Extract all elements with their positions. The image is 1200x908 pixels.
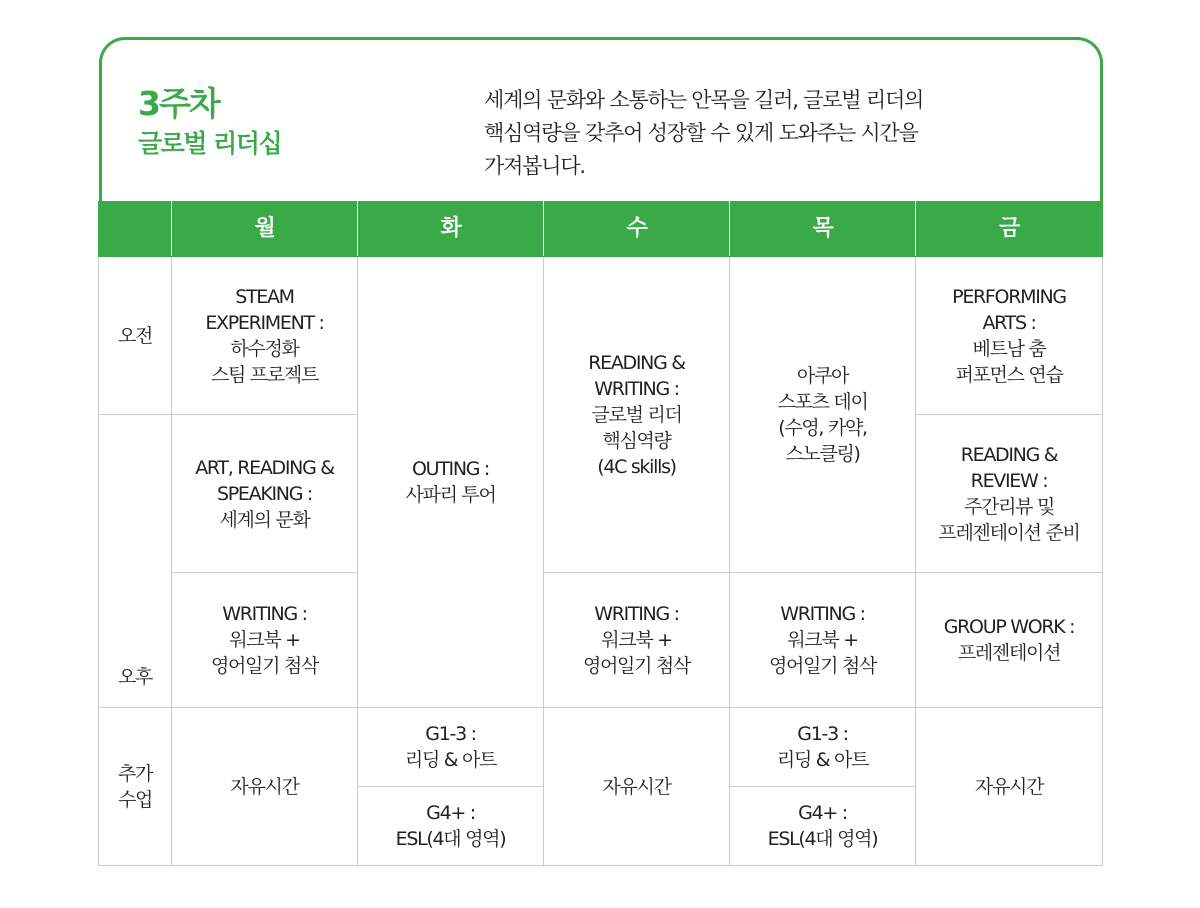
day-header-tue: 화	[358, 202, 544, 257]
cell-thu-aqua-sports: 아쿠아 스포츠 데이 (수영, 카약, 스노클링)	[730, 257, 916, 573]
day-header-row	[99, 202, 1103, 257]
cell-mon-pm1: ART, READING & SPEAKING : 세계의 문화	[172, 415, 358, 573]
table-row	[99, 708, 1103, 787]
cell-wed-reading-writing: READING & WRITING : 글로벌 리더 핵심역량 (4C skills)	[544, 257, 730, 573]
schedule-table	[98, 201, 1103, 866]
cell-wed-pm2: WRITING : 워크북 + 영어일기 첨삭	[544, 573, 730, 708]
period-label-pm: 오후	[99, 415, 172, 708]
day-header-thu: 목	[730, 202, 916, 257]
day-header-fri: 금	[916, 202, 1103, 257]
period-label-am: 오전	[99, 257, 172, 415]
table-row	[99, 257, 1103, 415]
table-row	[99, 573, 1103, 708]
cell-fri-am: PERFORMING ARTS : 베트남 춤 퍼포먼스 연습	[916, 257, 1103, 415]
cell-tue-outing: OUTING : 사파리 투어	[358, 257, 544, 708]
cell-wed-extra: 자유시간	[544, 708, 730, 866]
week-description: 세계의 문화와 소통하는 안목을 길러, 글로벌 리더의 핵심역량을 갖추어 성장할 수 있게 도와주는 시간을 가져봅니다.	[484, 88, 924, 178]
period-label-extra: 추가 수업	[99, 708, 172, 866]
day-header-mon: 월	[172, 202, 358, 257]
cell-thu-extra-1: G1-3 : 리딩 & 아트	[730, 708, 916, 787]
cell-mon-am: STEAM EXPERIMENT : 하수정화 스팀 프로젝트	[172, 257, 358, 415]
cell-fri-pm2: GROUP WORK : 프레젠테이션	[916, 573, 1103, 708]
cell-fri-extra: 자유시간	[916, 708, 1103, 866]
cell-mon-extra: 자유시간	[172, 708, 358, 866]
cell-thu-extra-2: G4+ : ESL(4대 영역)	[730, 787, 916, 866]
day-header-wed: 수	[544, 202, 730, 257]
cell-fri-pm1: READING & REVIEW : 주간리뷰 및 프레젠테이션 준비	[916, 415, 1103, 573]
cell-mon-pm2: WRITING : 워크북 + 영어일기 첨삭	[172, 573, 358, 708]
week-title: 3주차	[138, 84, 219, 123]
week-theme: 글로벌 리더십	[138, 129, 282, 158]
cell-tue-extra-2: G4+ : ESL(4대 영역)	[358, 787, 544, 866]
cell-thu-pm2: WRITING : 워크북 + 영어일기 첨삭	[730, 573, 916, 708]
header-corner	[99, 202, 172, 257]
week-header-card	[99, 37, 1103, 210]
cell-tue-extra-1: G1-3 : 리딩 & 아트	[358, 708, 544, 787]
